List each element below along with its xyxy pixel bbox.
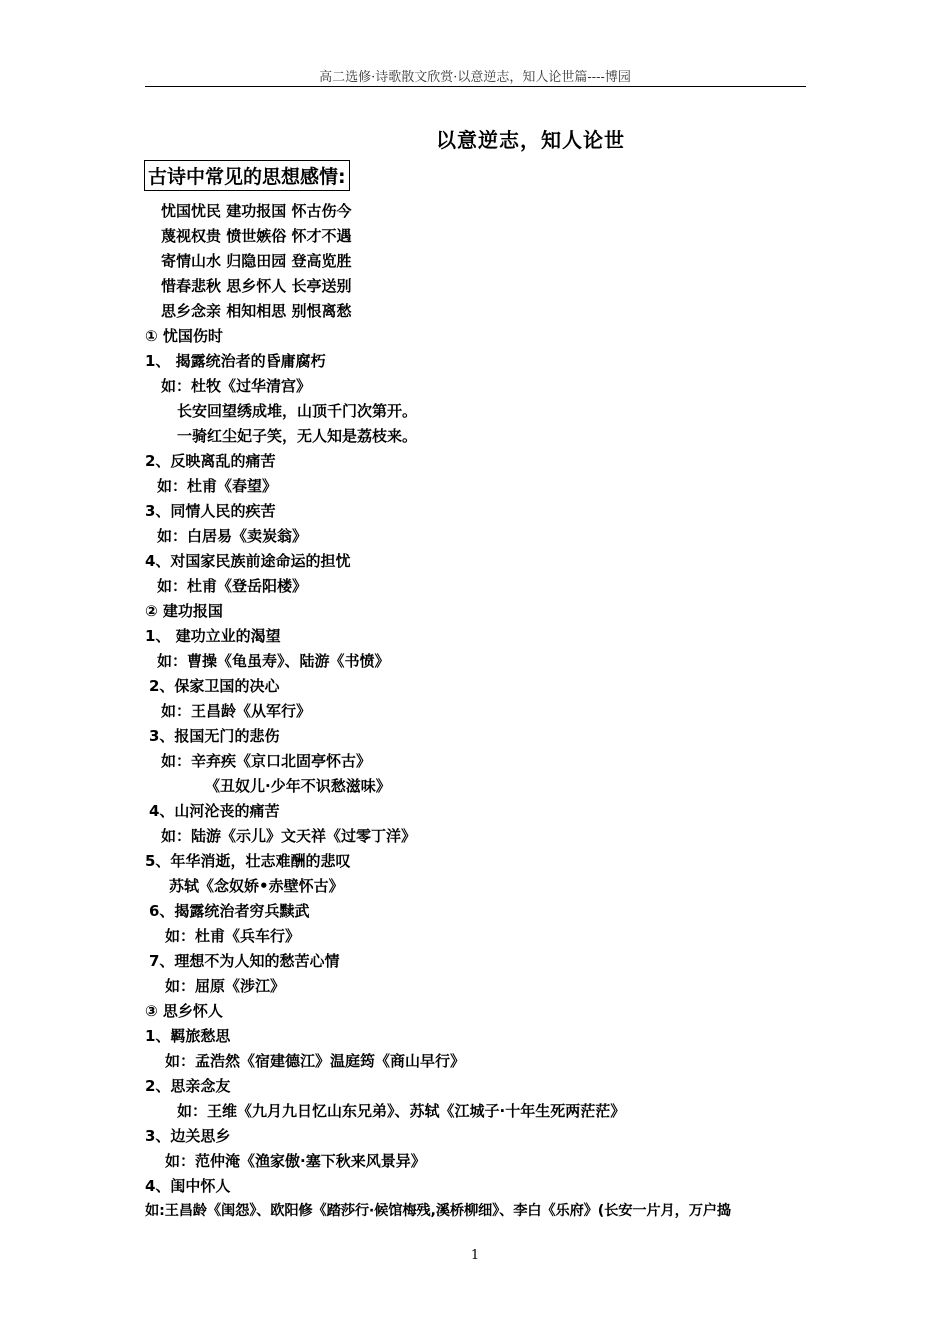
text-line: 如：杜甫《登岳阳楼》 xyxy=(157,577,308,595)
category-heading: ② 建功报国 xyxy=(145,602,223,620)
text-line: 如：杜牧《过华清宫》 xyxy=(161,377,312,395)
text-line: 苏轼《念奴娇•赤壁怀古》 xyxy=(169,877,344,895)
text-line: 5、年华消逝，壮志难酬的悲叹 xyxy=(145,852,351,870)
text-line: 3、边关思乡 xyxy=(145,1127,231,1145)
page-number: 1 xyxy=(470,1248,480,1263)
document-title: 以意逆志，知人论世 xyxy=(436,128,625,152)
category-heading: ① 忧国伤时 xyxy=(145,327,223,345)
text-line: 4、对国家民族前途命运的担忧 xyxy=(145,552,351,570)
text-line: 如：王维《九月九日忆山东兄弟》、苏轼《江城子·十年生死两茫茫》 xyxy=(177,1102,626,1120)
text-line: 忧国忧民 建功报国 怀古伤今 xyxy=(161,202,352,220)
text-line: 2、思亲念友 xyxy=(145,1077,231,1095)
header-divider xyxy=(145,86,806,87)
text-line: 《丑奴儿·少年不识愁滋味》 xyxy=(205,777,391,795)
text-line: 如：王昌龄《从军行》 xyxy=(161,702,312,720)
text-line: 如：辛弃疾《京口北固亭怀古》 xyxy=(161,752,372,770)
section-heading: 古诗中常见的思想感情: xyxy=(144,160,350,191)
text-line: 3、报国无门的悲伤 xyxy=(149,727,280,745)
text-line: 如:王昌龄《闺怨》、欧阳修《踏莎行·候馆梅残,溪桥柳细》、李白《乐府》(长安一片月，万户捣 xyxy=(145,1203,731,1219)
text-line: 如：曹操《龟虽寿》、陆游《书愤》 xyxy=(157,652,390,670)
text-line: 如：陆游《示儿》文天祥《过零丁洋》 xyxy=(161,827,417,845)
text-line: 惜春悲秋 思乡怀人 长亭送别 xyxy=(161,277,352,295)
category-heading: ③ 思乡怀人 xyxy=(145,1002,223,1020)
text-line: 如：孟浩然《宿建德江》温庭筠《商山早行》 xyxy=(165,1052,466,1070)
text-line: 如：杜甫《兵车行》 xyxy=(165,927,301,945)
text-line: 6、揭露统治者穷兵黩武 xyxy=(149,902,310,920)
text-line: 2、反映离乱的痛苦 xyxy=(145,452,276,470)
text-line: 1、羁旅愁思 xyxy=(145,1027,231,1045)
text-line: 蔑视权贵 愤世嫉俗 怀才不遇 xyxy=(161,227,352,245)
text-line: 寄情山水 归隐田园 登高览胜 xyxy=(161,252,352,270)
text-line: 2、保家卫国的决心 xyxy=(149,677,280,695)
text-line: 1、 揭露统治者的昏庸腐朽 xyxy=(145,352,326,370)
text-line: 4、闺中怀人 xyxy=(145,1177,231,1195)
text-line: 如：屈原《涉江》 xyxy=(165,977,286,995)
page-header: 高二选修·诗歌散文欣赏·以意逆志，知人论世篇----博园 xyxy=(319,70,631,85)
text-line: 1、 建功立业的渴望 xyxy=(145,627,281,645)
text-line: 思乡念亲 相知相思 别恨离愁 xyxy=(161,302,352,320)
poem-line: 长安回望绣成堆，山顶千门次第开。 xyxy=(177,402,418,420)
text-line: 如：范仲淹《渔家傲·塞下秋来风景异》 xyxy=(165,1152,426,1170)
text-line: 3、同情人民的疾苦 xyxy=(145,502,276,520)
text-line: 4、山河沦丧的痛苦 xyxy=(149,802,280,820)
poem-line: 一骑红尘妃子笑，无人知是荔枝来。 xyxy=(177,427,418,445)
text-line: 如：白居易《卖炭翁》 xyxy=(157,527,308,545)
text-line: 7、理想不为人知的愁苦心情 xyxy=(149,952,340,970)
text-line: 如：杜甫《春望》 xyxy=(157,477,278,495)
